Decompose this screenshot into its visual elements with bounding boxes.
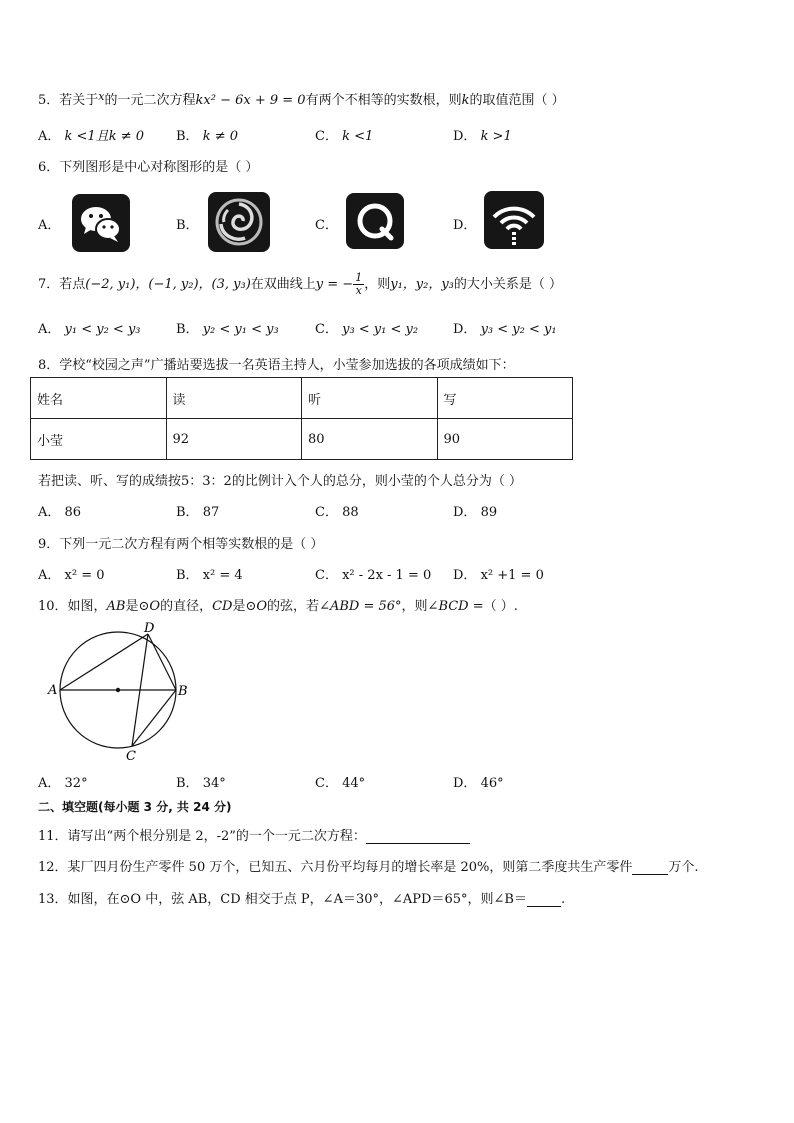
- q5-text-a: 5．若关于: [38, 93, 99, 108]
- q7-option-a[interactable]: [38, 318, 141, 337]
- question-10-stem: [38, 595, 518, 614]
- option-text: y₁ < y₂ < y₃: [64, 322, 141, 337]
- q5-option-a[interactable]: [38, 125, 144, 144]
- q11-text: 11．请写出“两个根分别是 2，-2”的一个一元二次方程：: [38, 829, 366, 844]
- q10-angle-given: ∠ABD = 56°: [319, 599, 402, 614]
- option-letter: C．: [315, 129, 338, 144]
- q6-option-a-label[interactable]: A．: [38, 218, 61, 233]
- table-cell: 80: [302, 419, 438, 460]
- q5-text-d: 的取值范围（ ）: [469, 93, 565, 108]
- table-row: [31, 419, 573, 460]
- q5-option-c[interactable]: [315, 125, 373, 144]
- option-text: y₃ < y₂ < y₁: [480, 322, 557, 337]
- q8-option-d[interactable]: [453, 501, 497, 520]
- q10-cd: CD: [212, 599, 233, 614]
- option-letter: B．: [176, 322, 199, 337]
- q9-option-a[interactable]: [38, 564, 105, 583]
- option-text: 44°: [342, 776, 366, 791]
- q8-option-c[interactable]: [315, 501, 359, 520]
- label-a: A: [48, 683, 58, 698]
- option-text: 32°: [64, 776, 88, 791]
- q6-option-d-label[interactable]: D．: [453, 218, 477, 233]
- q5-equation: kx² − 6x + 9 = 0: [195, 93, 306, 108]
- option-letter: A．: [38, 505, 61, 520]
- option-text: x² = 4: [202, 568, 243, 583]
- q7-option-b[interactable]: [176, 318, 279, 337]
- option-text: 46°: [480, 776, 504, 791]
- label-c: C: [126, 749, 136, 764]
- q7-vars: y₁，y₂，y₃: [390, 277, 454, 292]
- q7-option-c[interactable]: [315, 318, 418, 337]
- question-11-stem: [38, 825, 470, 844]
- q10-text-e: 的弦，若: [267, 599, 320, 614]
- question-5-stem: [38, 89, 565, 108]
- q5-option-b[interactable]: [176, 125, 238, 144]
- q13-text-b: .: [560, 892, 566, 907]
- q8-option-b[interactable]: [176, 501, 219, 520]
- option-letter: D．: [453, 568, 477, 583]
- q9-option-d[interactable]: [453, 564, 544, 583]
- option-text: 34°: [202, 776, 226, 791]
- table-cell: 92: [166, 419, 302, 460]
- option-letter: B．: [176, 776, 199, 791]
- question-12-stem: [38, 856, 699, 875]
- fraction-denominator: x: [355, 284, 362, 297]
- option-letter: B．: [176, 129, 199, 144]
- q10-text-a: 10．如图，: [38, 599, 107, 614]
- q13-answer-blank[interactable]: [527, 892, 561, 907]
- table-header-cell: 姓名: [31, 378, 167, 419]
- q-logo-icon[interactable]: [346, 193, 404, 249]
- q7-fraction: [353, 272, 364, 297]
- wechat-icon[interactable]: [72, 194, 130, 252]
- table-header-cell: 读: [166, 378, 302, 419]
- table-header-row: [31, 378, 573, 419]
- section-2-title: 二、填空题(每小题 3 分, 共 24 分): [38, 800, 232, 814]
- wifi-icon[interactable]: [484, 191, 544, 249]
- option-letter: D．: [453, 129, 477, 144]
- question-9-stem: 9．下列一元二次方程有两个相等实数根的是（ ）: [38, 537, 324, 552]
- option-letter: D．: [453, 322, 477, 337]
- q13-text-a: 13．如图，在⊙O 中，弦 AB，CD 相交于点 P，∠A＝30°，∠APD＝65°，则∠B＝: [38, 892, 527, 907]
- option-letter: A．: [38, 322, 61, 337]
- option-text: 87: [202, 505, 220, 520]
- q10-o: O: [256, 599, 268, 614]
- q10-o: O: [149, 599, 161, 614]
- q5-var-k: k: [461, 93, 470, 108]
- q10-ab: AB: [106, 599, 126, 614]
- option-letter: B．: [176, 505, 199, 520]
- q10-option-c[interactable]: [315, 772, 365, 791]
- q7-points: (−2, y₁)，(−1, y₂)，(3, y₃): [85, 277, 251, 292]
- q7-text-b: 在双曲线上: [250, 277, 316, 292]
- q7-text-d: 的大小关系是（ ）: [453, 277, 563, 292]
- question-6-stem: 6．下列图形是中心对称图形的是（ ）: [38, 160, 259, 175]
- q5-text-b: 的一元二次方程: [104, 93, 196, 108]
- q6-option-b-label[interactable]: B．: [176, 218, 199, 233]
- q10-option-a[interactable]: [38, 772, 88, 791]
- circle-geometry-figure: [40, 620, 200, 766]
- label-d: D: [144, 621, 155, 636]
- q5-text-c: 有两个不相等的实数根，则: [305, 93, 462, 108]
- q7-option-d[interactable]: [453, 318, 557, 337]
- option-text: k <1且k ≠ 0: [64, 129, 145, 144]
- option-text: x² +1 = 0: [480, 568, 544, 583]
- q10-option-d[interactable]: [453, 772, 504, 791]
- table-cell: 小莹: [31, 419, 167, 460]
- option-letter: B．: [176, 568, 199, 583]
- table-cell: 90: [437, 419, 573, 460]
- option-letter: A．: [38, 776, 61, 791]
- swirl-logo-icon[interactable]: [208, 192, 270, 252]
- option-letter: A．: [38, 129, 61, 144]
- option-letter: C．: [315, 568, 338, 583]
- q7-text-a: 7．若点: [38, 277, 86, 292]
- q7-function: y = −: [315, 277, 354, 292]
- q8-option-a[interactable]: [38, 501, 81, 520]
- option-text: 89: [480, 505, 498, 520]
- q5-option-d[interactable]: [453, 125, 512, 144]
- q5-var-x: x: [98, 90, 105, 103]
- option-text: x² - 2x - 1 = 0: [342, 568, 432, 583]
- q10-option-b[interactable]: [176, 772, 226, 791]
- table-header-cell: 写: [437, 378, 573, 419]
- label-b: B: [178, 684, 188, 699]
- question-7-stem: [38, 272, 562, 297]
- question-8-followup: 若把读、听、写的成绩按5：3：2的比例计入个人的总分，则小莹的个人总分为（ ）: [38, 474, 522, 489]
- option-text: k >1: [480, 129, 512, 144]
- q10-text-f: ，则: [401, 599, 428, 614]
- option-letter: C．: [315, 322, 338, 337]
- option-text: 88: [342, 505, 359, 520]
- fraction-numerator: 1: [355, 271, 363, 284]
- option-letter: D．: [453, 776, 477, 791]
- chord-ad: [60, 634, 148, 690]
- table-header-cell: 听: [302, 378, 438, 419]
- option-text: y₂ < y₁ < y₃: [202, 322, 279, 337]
- q6-option-c-label[interactable]: C．: [315, 218, 338, 233]
- q11-answer-blank[interactable]: [366, 829, 470, 844]
- option-text: k ≠ 0: [202, 129, 239, 144]
- q12-text-a: 12．某厂四月份生产零件 50 万个，已知五、六月份平均每月的增长率是 20%，则第二季度共生产零件: [38, 860, 633, 875]
- q10-text-d: 是⊙: [232, 599, 257, 614]
- score-table: [30, 377, 573, 460]
- option-letter: D．: [453, 505, 477, 520]
- option-letter: C．: [315, 776, 338, 791]
- option-letter: A．: [38, 568, 61, 583]
- q10-text-b: 是⊙: [125, 599, 150, 614]
- center-point: [116, 688, 120, 692]
- chord-bd: [148, 634, 176, 690]
- q7-text-c: ，则: [364, 277, 391, 292]
- q12-answer-blank[interactable]: [632, 860, 668, 875]
- option-text: k <1: [342, 129, 374, 144]
- option-text: x² = 0: [64, 568, 105, 583]
- option-text: y₃ < y₁ < y₂: [342, 322, 419, 337]
- q12-text-b: 万个.: [668, 860, 699, 875]
- q10-angle-ask: ∠BCD =: [427, 599, 484, 614]
- option-text: 86: [64, 505, 82, 520]
- option-letter: C．: [315, 505, 338, 520]
- q9-option-c[interactable]: [315, 564, 431, 583]
- question-8-stem: 8．学校“校园之声”广播站要选拔一名英语主持人，小莹参加选拔的各项成绩如下：: [38, 358, 515, 373]
- q9-option-b[interactable]: [176, 564, 243, 583]
- q10-text-c: 的直径，: [160, 599, 213, 614]
- q10-text-g: （ ）.: [483, 599, 518, 614]
- question-13-stem: [38, 888, 565, 907]
